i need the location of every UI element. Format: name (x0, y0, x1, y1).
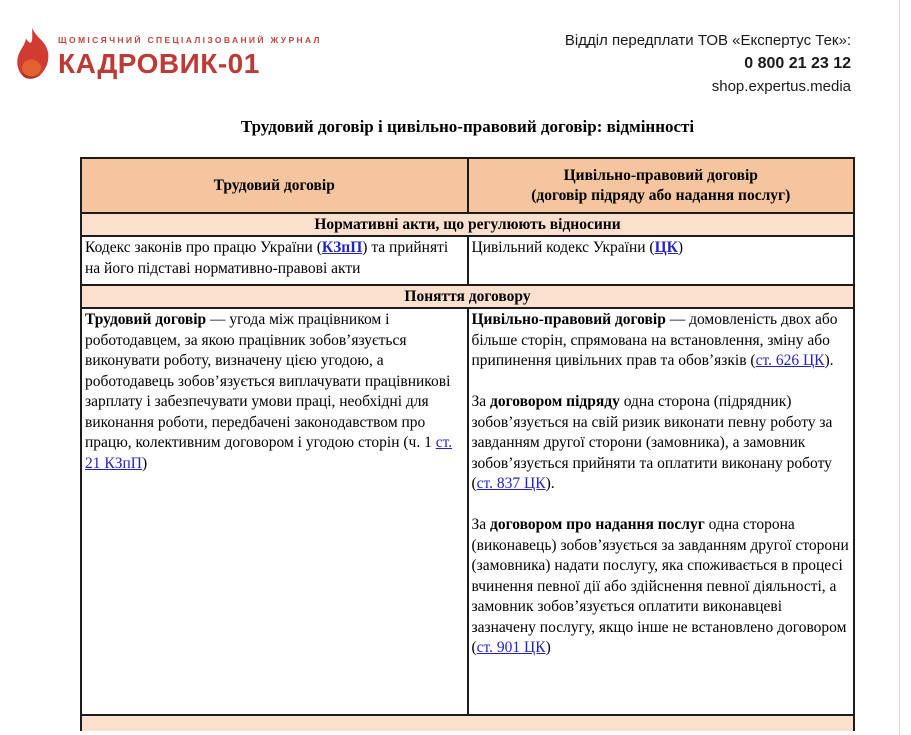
comparison-table (80, 157, 855, 731)
journal-logo (16, 28, 322, 87)
article-link[interactable]: ст. 837 ЦК (476, 475, 546, 492)
table-row-normative (81, 236, 854, 285)
article-link[interactable]: КЗпП (321, 239, 363, 256)
subscription-department-label: Відділ передплати ТОВ «Експертус Тек»: (564, 32, 851, 49)
text-segment: — домовленість двох або більше сторін, спрямована на встановлення, зміну або припинення цивільних прав та обов’язків ( (471, 311, 838, 369)
civil-contract-header-line1: Цивільно-правовий договір (563, 166, 758, 184)
flame-icon (16, 28, 50, 87)
text-segment: ) (545, 639, 551, 656)
text-segment: — угода між працівником і роботодавцем, за якою працівник зобов’язується виконувати роботу, визначену цією угодою, а роботодавець зобов’язується виплачувати працівникові зарплату і забезпечувати умови праці, необхідні для виконання роботи, передбачені законодавством про працю, колективним договором і угодою сторін (ч. 1 (85, 311, 451, 451)
paragraph (85, 310, 464, 474)
cell-normative-civil (468, 236, 855, 285)
cell-concept-civil (468, 308, 855, 715)
text-segment: За (471, 393, 491, 410)
article-link[interactable]: ст. 21 КЗпП (85, 434, 453, 472)
table-row-concept (81, 308, 854, 715)
text-segment: одна сторона (підрядник) зобов’язується на свій ризик виконати певну роботу за завданням другої сторони (замовника), а замовник зобов’язується прийняти та оплатити виконану роботу ( (471, 393, 833, 492)
logo-text (58, 28, 322, 80)
paragraph (472, 515, 851, 659)
text-segment: ) (141, 454, 148, 472)
text-segment: За (471, 516, 491, 533)
text-segment: Цивільно-правовий договір (471, 311, 666, 328)
article-link[interactable]: ст. 901 ЦК (476, 639, 546, 656)
text-segment: Цивільний кодекс України ( (471, 239, 655, 256)
text-segment: ) (677, 239, 684, 256)
cell-normative-labor (81, 236, 468, 285)
column-header-civil-contract (468, 158, 855, 213)
journal-tagline: ЩОМІСЯЧНИЙ СПЕЦІАЛІЗОВАНИЙ ЖУРНАЛ (58, 35, 322, 45)
cell-concept-labor (81, 308, 468, 715)
text-segment: ). (545, 475, 555, 492)
masthead (16, 28, 851, 98)
subscription-contact-block (565, 28, 851, 98)
text-segment: одна сторона (виконавець) зобов’язується за завданням другої сторони (замовника) надати послугу, яка споживається в процесі вчинення певної дії або здійснення певної діяльності, а замовник зобов’язується оплатити виконавцеві зазначену послугу, якщо інше не встановлено договором ( (471, 516, 849, 656)
subscription-website: shop.expertus.media (711, 78, 851, 95)
text-segment: договором про надання послуг (490, 516, 705, 533)
text-segment: ) та прийняті на його підставі нормативно-правові акти (85, 239, 449, 277)
paragraph (472, 238, 851, 259)
paragraph (85, 238, 464, 279)
next-section-row-cutoff (81, 715, 854, 731)
next-section-cell-cutoff (81, 715, 854, 731)
page-edge-line (899, 0, 900, 735)
section-heading-normative-acts: Нормативні акти, що регулюють відносини (81, 213, 854, 236)
journal-brand-name: КАДРОВИК-01 (58, 48, 260, 79)
column-header-labor-contract: Трудовий договір (81, 158, 468, 213)
article-link[interactable]: ст. 626 ЦК (755, 352, 825, 369)
civil-contract-header-line2: (договір підряду або надання послуг) (531, 186, 791, 204)
section-row-contract-concept (81, 285, 854, 308)
article-link[interactable]: ЦК (654, 239, 678, 256)
text-segment: договором підряду (490, 393, 620, 410)
section-heading-contract-concept: Поняття договору (81, 285, 854, 308)
text-segment: Кодекс законів про працю України ( (85, 239, 322, 256)
table-header-row (81, 158, 854, 213)
text-segment: ). (824, 352, 834, 369)
text-segment: Трудовий договір (85, 311, 207, 328)
page-title: Трудовий договір і цивільно-правовий договір: відмінності (240, 117, 695, 136)
section-row-normative-acts (81, 213, 854, 236)
paragraph (472, 310, 851, 372)
paragraph (472, 392, 851, 495)
subscription-phone: 0 800 21 23 12 (744, 55, 851, 72)
